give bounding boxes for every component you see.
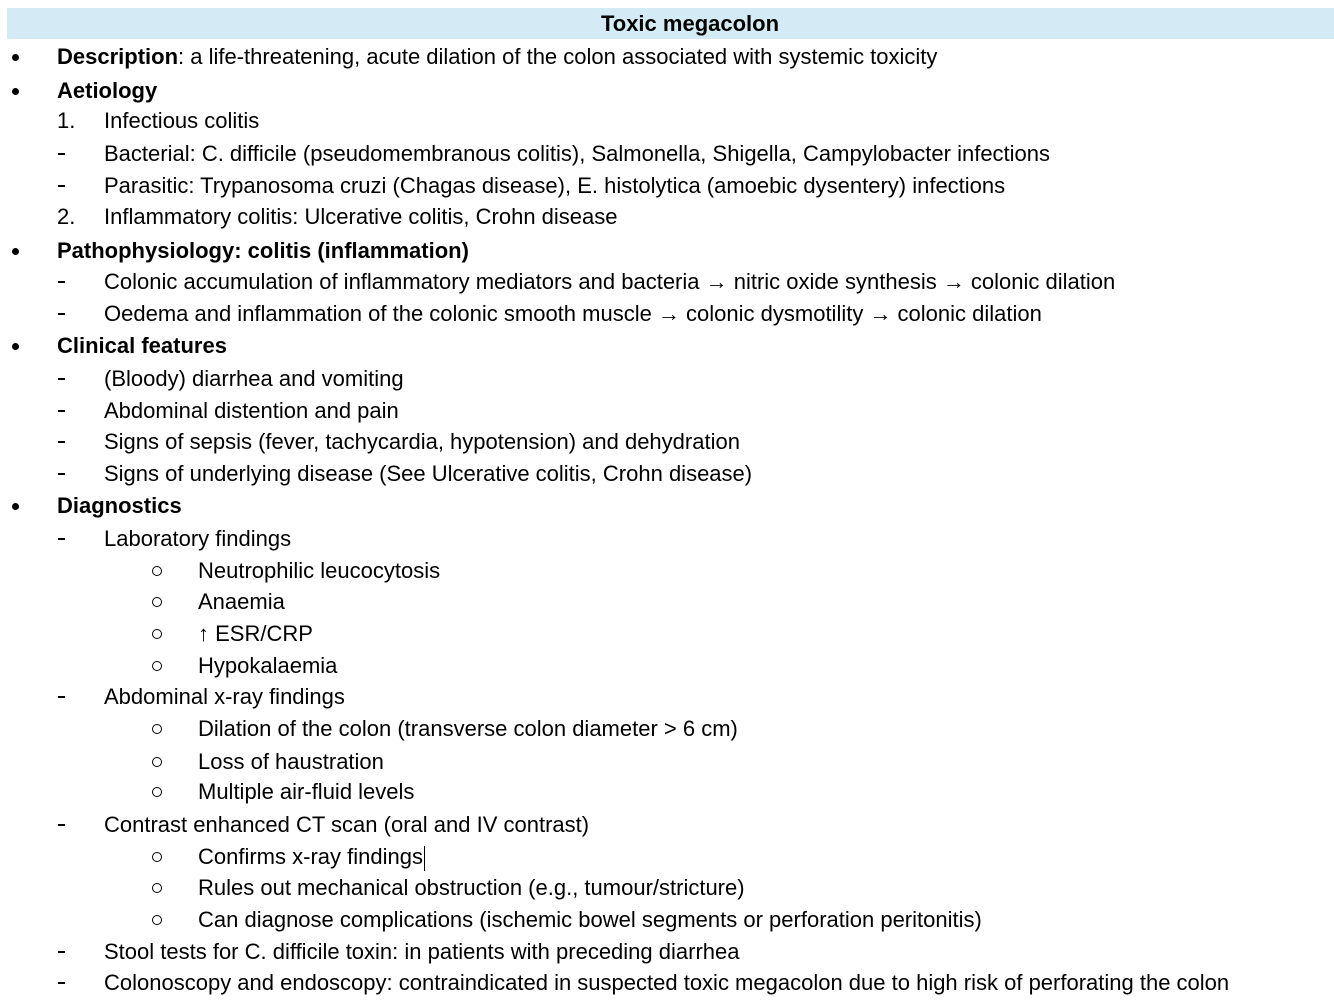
xray-label: Abdominal x-ray findings [104, 684, 345, 709]
dash-icon [58, 824, 65, 826]
dash-icon [58, 410, 65, 412]
aetiology-heading: Aetiology [57, 78, 158, 103]
page-title: Toxic megacolon [600, 11, 780, 36]
dash-icon [58, 538, 65, 540]
circle-bullet-icon [152, 724, 162, 734]
circle-bullet-icon [152, 597, 162, 607]
list-item: Dilation of the colon (transverse colon diameter > 6 cm) [198, 716, 738, 741]
stool-item: Stool tests for C. difficile toxin: in patients with preceding diarrhea [104, 939, 740, 964]
dash-icon [58, 281, 65, 283]
list-item: Multiple air-fluid levels [198, 779, 415, 804]
aetiology-subitem: Parasitic: Trypanosoma cruzi (Chagas disease), E. histolytica (amoebic dysentery) infections [104, 173, 1006, 198]
bullet-icon [12, 503, 19, 510]
aetiology-item: Inflammatory colitis: Ulcerative colitis, Crohn disease [104, 204, 618, 229]
dash-icon [58, 153, 65, 155]
pathophysiology-heading: Pathophysiology: colitis (inflammation) [57, 238, 469, 263]
bullet-icon [12, 343, 19, 350]
list-item: Abdominal distention and pain [104, 398, 399, 423]
description-label: Description [57, 44, 179, 69]
bullet-icon [12, 54, 19, 61]
list-item: Signs of underlying disease (See Ulcerative colitis, Crohn disease) [104, 461, 753, 486]
clinical-heading: Clinical features [57, 333, 227, 358]
dash-icon [58, 982, 65, 984]
circle-bullet-icon [152, 629, 162, 639]
circle-bullet-icon [152, 787, 162, 797]
description-text: : a life-threatening, acute dilation of the colon associated with systemic toxicity [178, 44, 938, 69]
list-item: Can diagnose complications (ischemic bowel segments or perforation peritonitis) [198, 907, 982, 932]
bullet-icon [12, 88, 19, 95]
dash-icon [58, 696, 65, 698]
list-item: Loss of haustration [198, 749, 384, 774]
aetiology-subitem: Bacterial: C. difficile (pseudomembranous colitis), Salmonella, Shigella, Campylobacter infections [104, 141, 1051, 166]
list-item: Oedema and inflammation of the colonic smooth muscle → colonic dysmotility → colonic dilation [104, 301, 1042, 326]
circle-bullet-icon [152, 915, 162, 925]
dash-icon [58, 473, 65, 475]
circle-bullet-icon [152, 661, 162, 671]
colonoscopy-item: Colonoscopy and endoscopy: contraindicated in suspected toxic megacolon due to high risk of perforating the colon [104, 970, 1230, 995]
bullet-icon [12, 248, 19, 255]
lab-label: Laboratory findings [104, 526, 292, 551]
list-number: 2. [57, 204, 76, 229]
list-item: Rules out mechanical obstruction (e.g., tumour/stricture) [198, 875, 745, 900]
list-item-text: Confirms x-ray findings [198, 844, 423, 869]
circle-bullet-icon [152, 757, 162, 767]
list-item: Hypokalaemia [198, 653, 338, 678]
diagnostics-heading: Diagnostics [57, 493, 182, 518]
dash-icon [58, 441, 65, 443]
dash-icon [58, 951, 65, 953]
list-item: (Bloody) diarrhea and vomiting [104, 366, 404, 391]
list-item: Colonic accumulation of inflammatory mediators and bacteria → nitric oxide synthesis → colonic dilation [104, 269, 1116, 294]
dash-icon [58, 378, 65, 380]
description-line [57, 42, 937, 72]
dash-icon [58, 185, 65, 187]
circle-bullet-icon [152, 852, 162, 862]
list-item: Signs of sepsis (fever, tachycardia, hypotension) and dehydration [104, 429, 740, 454]
list-number: 1. [57, 108, 76, 133]
circle-bullet-icon [152, 566, 162, 576]
circle-bullet-icon [152, 883, 162, 893]
dash-icon [58, 313, 65, 315]
list-item: Neutrophilic leucocytosis [198, 558, 441, 583]
list-item: ↑ ESR/CRP [198, 621, 313, 646]
list-item[interactable] [198, 842, 425, 872]
text-cursor [424, 846, 426, 871]
ct-label: Contrast enhanced CT scan (oral and IV contrast) [104, 812, 590, 837]
aetiology-item: Infectious colitis [104, 108, 260, 133]
list-item: Anaemia [198, 589, 285, 614]
